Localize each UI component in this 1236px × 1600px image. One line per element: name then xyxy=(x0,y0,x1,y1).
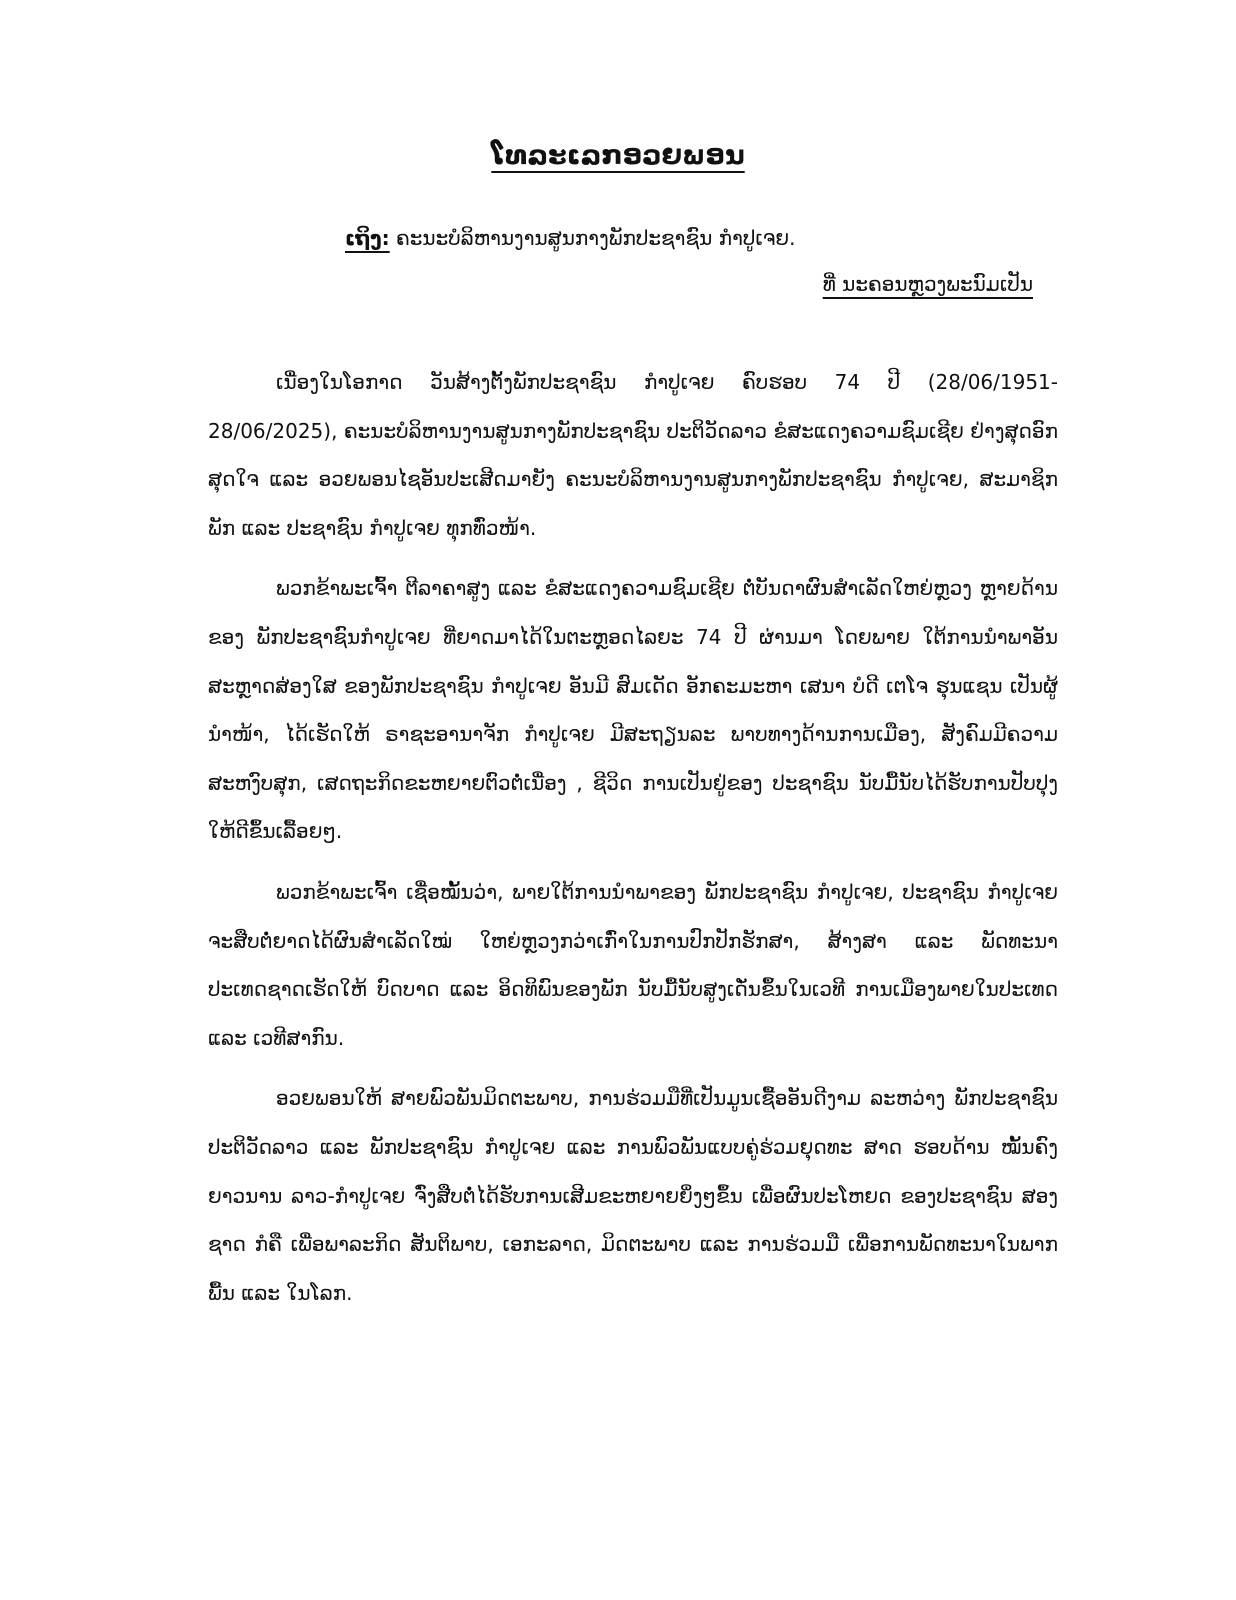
paragraph-4: ອວຍພອນໃຫ້ ສາຍພົວພັນມິດຕະພາບ, ການຮ່ວມມືທີ່ເປັນມູນເຊື້ອອັນດີງາມ ລະຫວ່າງ ພັກປະຊາຊົນປະຕິວັດລາວ ແລະ ພັກປະຊາຊົນ ກຳປູເຈຍ ແລະ ການພົວພັນແບບຄູ່ຮ່ວມຍຸດທະ ສາດ ຮອບດ້ານ ໝັ້ນຄົງ ຍາວນານ ລາວ-ກຳປູເຈຍ ຈົ່ງສືບຕໍ່ໄດ້ຮັບການເສີມຂະຫຍາຍຍິ່ງໆຂຶ້ນ ເພື່ອຜົນປະໂຫຍດ ຂອງປະຊາຊົນ ສອງຊາດ ກໍຄື ເພື່ອພາລະກິດ ສັນຕິພາບ, ເອກະລາດ, ມິດຕະພາບ ແລະ ການຮ່ວມມື ເພື່ອການພັດທະນາໃນພາກພື້ນ ແລະ ໃນໂລກ. xyxy=(208,1086,1058,1305)
paragraph-1: ເນື່ອງໃນໂອກາດ ວັນສ້າງຕັ້ງພັກປະຊາຊົນ ກຳປູເຈຍ ຄົບຮອບ 74 ປີ (28/06/1951-28/06/2025), ຄະນະບໍລິຫານງານສູນກາງພັກປະຊາຊົນ ປະຕິວັດລາວ ຂໍສະແດງຄວາມຊົມເຊີຍ ຢ່າງສຸດອົກສຸດໃຈ ແລະ ອວຍພອນໄຊອັນປະເສີດມາຍັງ ຄະນະບໍລິຫານງານສູນກາງພັກປະຊາຊົນ ກຳປູເຈຍ, ສະມາຊິກພັກ ແລະ ປະຊາຊົນ ກຳປູເຈຍ ທຸກທົ່ວໜ້າ. xyxy=(208,370,1058,540)
recipient-line xyxy=(345,226,796,250)
recipient-location: ທີ່ ນະຄອນຫຼວງພະນົມເປັນ xyxy=(822,272,1033,296)
recipient-label: ເຖິງ: xyxy=(345,226,390,250)
paragraph-2: ພວກຂ້າພະເຈົ້າ ຕີລາຄາສູງ ແລະ ຂໍສະແດງຄວາມຊົມເຊີຍ ຕໍ່ບັນດາຜົນສຳເລັດໃຫຍ່ຫຼວງ ຫຼາຍດ້ານຂອງ ພັກປະຊາຊົນກຳປູເຈຍ ທີ່ຍາດມາໄດ້ໃນຕະຫຼອດໄລຍະ 74 ປີ ຜ່ານມາ ໂດຍພາຍ ໃຕ້ການນຳພາອັນ ສະຫຼາດສ່ອງໃສ ຂອງພັກປະຊາຊົນ ກຳປູເຈຍ ອັນມີ ສົມເດັດ ອັກຄະມະຫາ ເສນາ ບໍດີ ເຕໂຈ ຮຸນແຊນ ເປັນຜູ້ນຳໜ້າ, ໄດ້ເຮັດໃຫ້ ຣາຊະອານາຈັກ ກຳປູເຈຍ ມີສະຖຽນລະ ພາບທາງດ້ານການເມືອງ, ສັງຄົມມີຄວາມສະຫງົບສຸກ, ເສດຖະກິດຂະຫຍາຍຕົວຕໍ່ເນື່ອງ , ຊີວິດ ການເປັນຢູ່ຂອງ ປະຊາຊົນ ນັບມື້ນັບໄດ້ຮັບການປັບປຸງໃຫ້ດີຂຶ້ນເລື້ອຍໆ. xyxy=(208,576,1058,844)
paragraph-3: ພວກຂ້າພະເຈົ້າ ເຊື່ອໝັ້ນວ່າ, ພາຍໃຕ້ການນຳພາຂອງ ພັກປະຊາຊົນ ກຳປູເຈຍ, ປະຊາຊົນ ກຳປູເຈຍ ຈະສືບຕໍ່ຍາດໄດ້ຜົນສຳເລັດໃໝ່ ໃຫຍ່ຫຼວງກວ່າເກົ່າໃນການປົກປັກຮັກສາ, ສ້າງສາ ແລະ ພັດທະນາປະເທດຊາດເຮັດໃຫ້ ບົດບາດ ແລະ ອິດທິພົນຂອງພັກ ນັບມື້ນັບສູງເດັ່ນຂຶ້ນໃນເວທີ ການເມືອງພາຍໃນປະເທດ ແລະ ເວທີສາກົນ. xyxy=(208,879,1058,1050)
document-title: ໂທລະເລກອວຍພອນ xyxy=(491,140,745,171)
recipient-text: ຄະນະບໍລິຫານງານສູນກາງພັກປະຊາຊົນ ກຳປູເຈຍ. xyxy=(389,226,796,250)
letter-body xyxy=(208,358,1058,1329)
